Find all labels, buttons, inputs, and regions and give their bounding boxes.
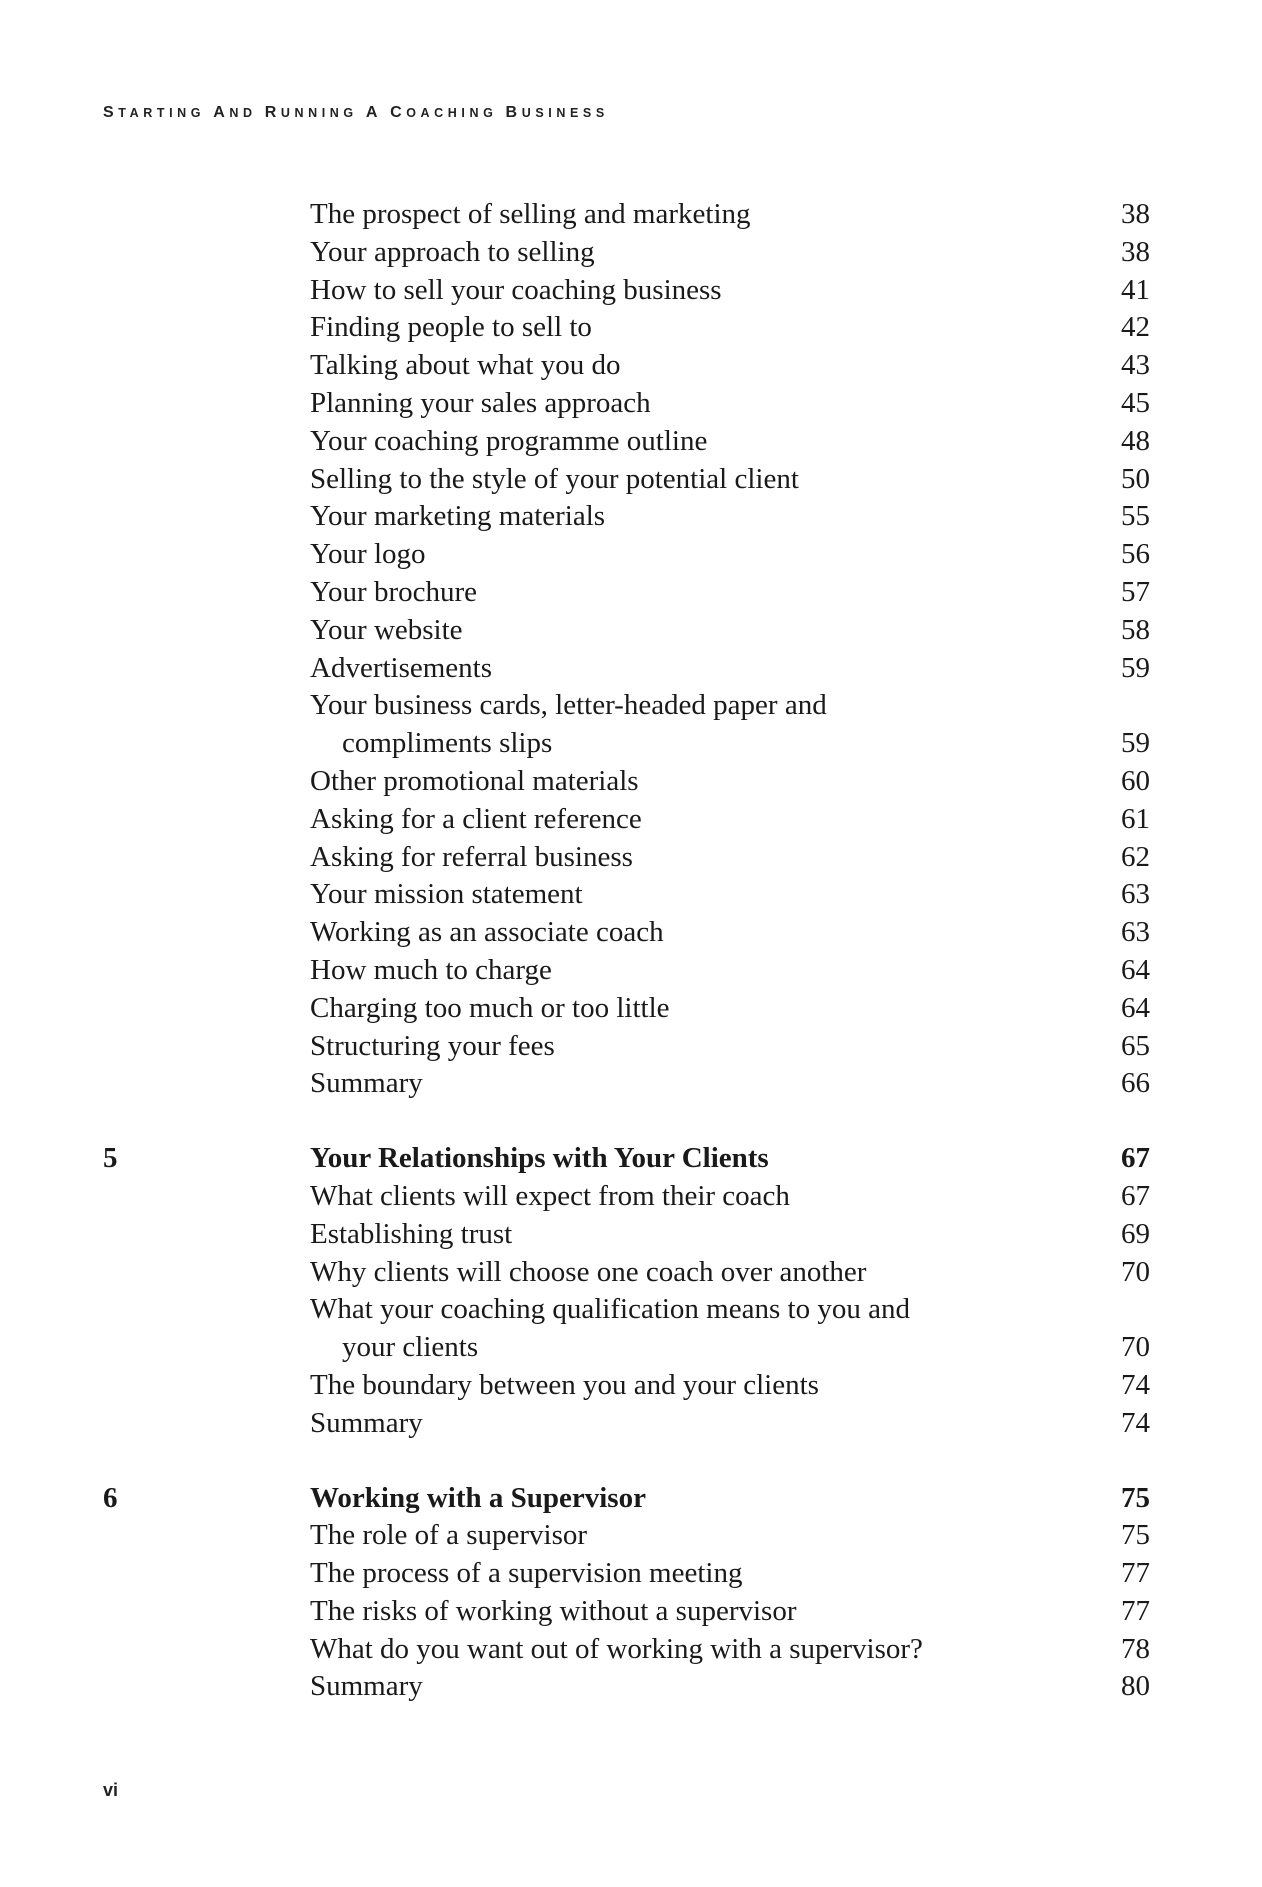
entry-title: Summary xyxy=(310,1670,423,1703)
toc-entry xyxy=(0,1065,1262,1103)
entry-page-number: 75 xyxy=(1121,1519,1150,1552)
toc-entry xyxy=(0,839,1262,877)
toc-entry xyxy=(0,1405,1262,1443)
toc-entry xyxy=(0,687,1262,725)
entry-page-number: 74 xyxy=(1121,1406,1150,1439)
entry-page-number: 70 xyxy=(1121,1331,1150,1364)
entry-title: Selling to the style of your potential client xyxy=(310,462,799,495)
entry-title: Working as an associate coach xyxy=(310,916,664,949)
toc-entry xyxy=(0,1291,1262,1329)
chapter-list xyxy=(0,1103,1262,1706)
toc-entry xyxy=(0,536,1262,574)
chapter-title: Your Relationships with Your Clients xyxy=(310,1142,769,1175)
entry-page-number: 77 xyxy=(1121,1594,1150,1627)
chapter-heading xyxy=(0,1140,1262,1178)
toc-entry xyxy=(0,725,1262,763)
entry-page-number: 63 xyxy=(1121,878,1150,911)
toc-entry xyxy=(0,461,1262,499)
entry-page-number: 59 xyxy=(1121,727,1150,760)
chapter-heading xyxy=(0,1480,1262,1518)
entry-title: The prospect of selling and marketing xyxy=(310,198,751,230)
entry-page-number: 63 xyxy=(1121,916,1150,949)
entry-title: What your coaching qualification means to you and xyxy=(310,1293,910,1326)
chapter-number: 5 xyxy=(103,1142,118,1175)
continued-entries xyxy=(0,196,1262,1103)
entry-page-number: 57 xyxy=(1121,575,1150,608)
entry-page-number: 43 xyxy=(1121,349,1150,382)
chapter-block xyxy=(0,1480,1262,1707)
entry-page-number: 62 xyxy=(1121,840,1150,873)
entry-page-number: 80 xyxy=(1121,1670,1150,1703)
entry-page-number: 70 xyxy=(1121,1255,1150,1288)
entry-page-number: 58 xyxy=(1121,613,1150,646)
toc-entry xyxy=(0,952,1262,990)
chapter-block xyxy=(0,1140,1262,1442)
entry-title: Your marketing materials xyxy=(310,500,606,533)
entry-title: How much to charge xyxy=(310,953,552,986)
toc-entry xyxy=(0,801,1262,839)
toc-entry xyxy=(0,1555,1262,1593)
toc-entry xyxy=(0,347,1262,385)
entry-title: Your website xyxy=(310,613,463,646)
entry-page-number: 67 xyxy=(1121,1179,1150,1212)
entry-page-number: 56 xyxy=(1121,538,1150,571)
running-head-text: STARTING AND RUNNING A COACHING BUSINESS xyxy=(103,104,609,121)
entry-title: What do you want out of working with a supervisor? xyxy=(310,1632,923,1665)
toc-entry xyxy=(0,234,1262,272)
chapter-page-number: 75 xyxy=(1121,1481,1150,1514)
entry-title: Advertisements xyxy=(310,651,493,684)
section-gap xyxy=(0,1443,1262,1480)
entry-page-number: 69 xyxy=(1121,1217,1150,1250)
entry-page-number: 64 xyxy=(1121,953,1150,986)
toc-entry xyxy=(0,1631,1262,1669)
entry-title: compliments slips xyxy=(342,727,553,760)
entry-page-number: 45 xyxy=(1121,386,1150,419)
toc-entry xyxy=(0,272,1262,310)
entry-title: Asking for a client reference xyxy=(310,802,642,835)
toc-entry xyxy=(0,498,1262,536)
toc-entry xyxy=(0,1254,1262,1292)
toc-entry xyxy=(0,1367,1262,1405)
entry-title: Charging too much or too little xyxy=(310,991,670,1024)
toc-entry xyxy=(0,196,1262,234)
entry-title: The risks of working without a supervisor xyxy=(310,1594,797,1627)
entry-page-number: 38 xyxy=(1121,198,1150,230)
toc-entry xyxy=(0,1028,1262,1066)
toc-entry xyxy=(0,1216,1262,1254)
toc-entry xyxy=(0,876,1262,914)
entry-title: Structuring your fees xyxy=(310,1029,555,1062)
entry-page-number: 60 xyxy=(1121,764,1150,797)
entry-title: Your approach to selling xyxy=(310,235,595,268)
entry-page-number: 61 xyxy=(1121,802,1150,835)
chapter-page-number: 67 xyxy=(1121,1142,1150,1175)
entry-title: Other promotional materials xyxy=(310,764,639,797)
section-gap xyxy=(0,1103,1262,1140)
toc-entry xyxy=(0,1593,1262,1631)
entry-page-number: 38 xyxy=(1121,235,1150,268)
entry-title: What clients will expect from their coach xyxy=(310,1179,790,1212)
toc-entry xyxy=(0,309,1262,347)
entry-title: Talking about what you do xyxy=(310,349,621,382)
entry-title: Summary xyxy=(310,1406,423,1439)
entry-title: Your mission statement xyxy=(310,878,583,911)
entry-page-number: 41 xyxy=(1121,273,1150,306)
toc-entry xyxy=(0,1178,1262,1216)
entry-title: Asking for referral business xyxy=(310,840,633,873)
toc-entry xyxy=(0,763,1262,801)
running-head xyxy=(103,104,609,122)
entry-title: Planning your sales approach xyxy=(310,386,651,419)
toc-entry xyxy=(0,612,1262,650)
entry-page-number: 65 xyxy=(1121,1029,1150,1062)
entry-page-number: 42 xyxy=(1121,311,1150,344)
entry-title: Your logo xyxy=(310,538,426,571)
entry-title: your clients xyxy=(342,1331,479,1364)
entry-page-number: 59 xyxy=(1121,651,1150,684)
entry-page-number: 55 xyxy=(1121,500,1150,533)
entry-page-number: 66 xyxy=(1121,1067,1150,1100)
toc-entry xyxy=(0,914,1262,952)
chapter-title: Working with a Supervisor xyxy=(310,1481,646,1514)
entry-page-number: 64 xyxy=(1121,991,1150,1024)
entry-title: Establishing trust xyxy=(310,1217,513,1250)
entry-title: Why clients will choose one coach over another xyxy=(310,1255,867,1288)
entry-title: Finding people to sell to xyxy=(310,311,592,344)
table-of-contents xyxy=(0,196,1262,1706)
entry-title: Your business cards, letter-headed paper and xyxy=(310,689,827,722)
entry-title: How to sell your coaching business xyxy=(310,273,722,306)
entry-title: Your brochure xyxy=(310,575,478,608)
toc-entry xyxy=(0,1329,1262,1367)
toc-entry xyxy=(0,1517,1262,1555)
chapter-number: 6 xyxy=(103,1481,118,1514)
entry-page-number: 74 xyxy=(1121,1368,1150,1401)
toc-entry xyxy=(0,650,1262,688)
entry-page-number: 78 xyxy=(1121,1632,1150,1665)
toc-entry xyxy=(0,385,1262,423)
entry-page-number: 48 xyxy=(1121,424,1150,457)
entry-page-number: 50 xyxy=(1121,462,1150,495)
entry-page-number: 77 xyxy=(1121,1557,1150,1590)
entry-title: Summary xyxy=(310,1067,423,1100)
entry-title: The boundary between you and your clients xyxy=(310,1368,819,1401)
entry-title: The role of a supervisor xyxy=(310,1519,588,1552)
toc-entry xyxy=(0,574,1262,612)
entry-title: The process of a supervision meeting xyxy=(310,1557,743,1590)
entry-title: Your coaching programme outline xyxy=(310,424,708,457)
toc-entry xyxy=(0,1668,1262,1706)
toc-entry xyxy=(0,990,1262,1028)
page-number: vi xyxy=(103,1780,119,1800)
toc-entry xyxy=(0,423,1262,461)
